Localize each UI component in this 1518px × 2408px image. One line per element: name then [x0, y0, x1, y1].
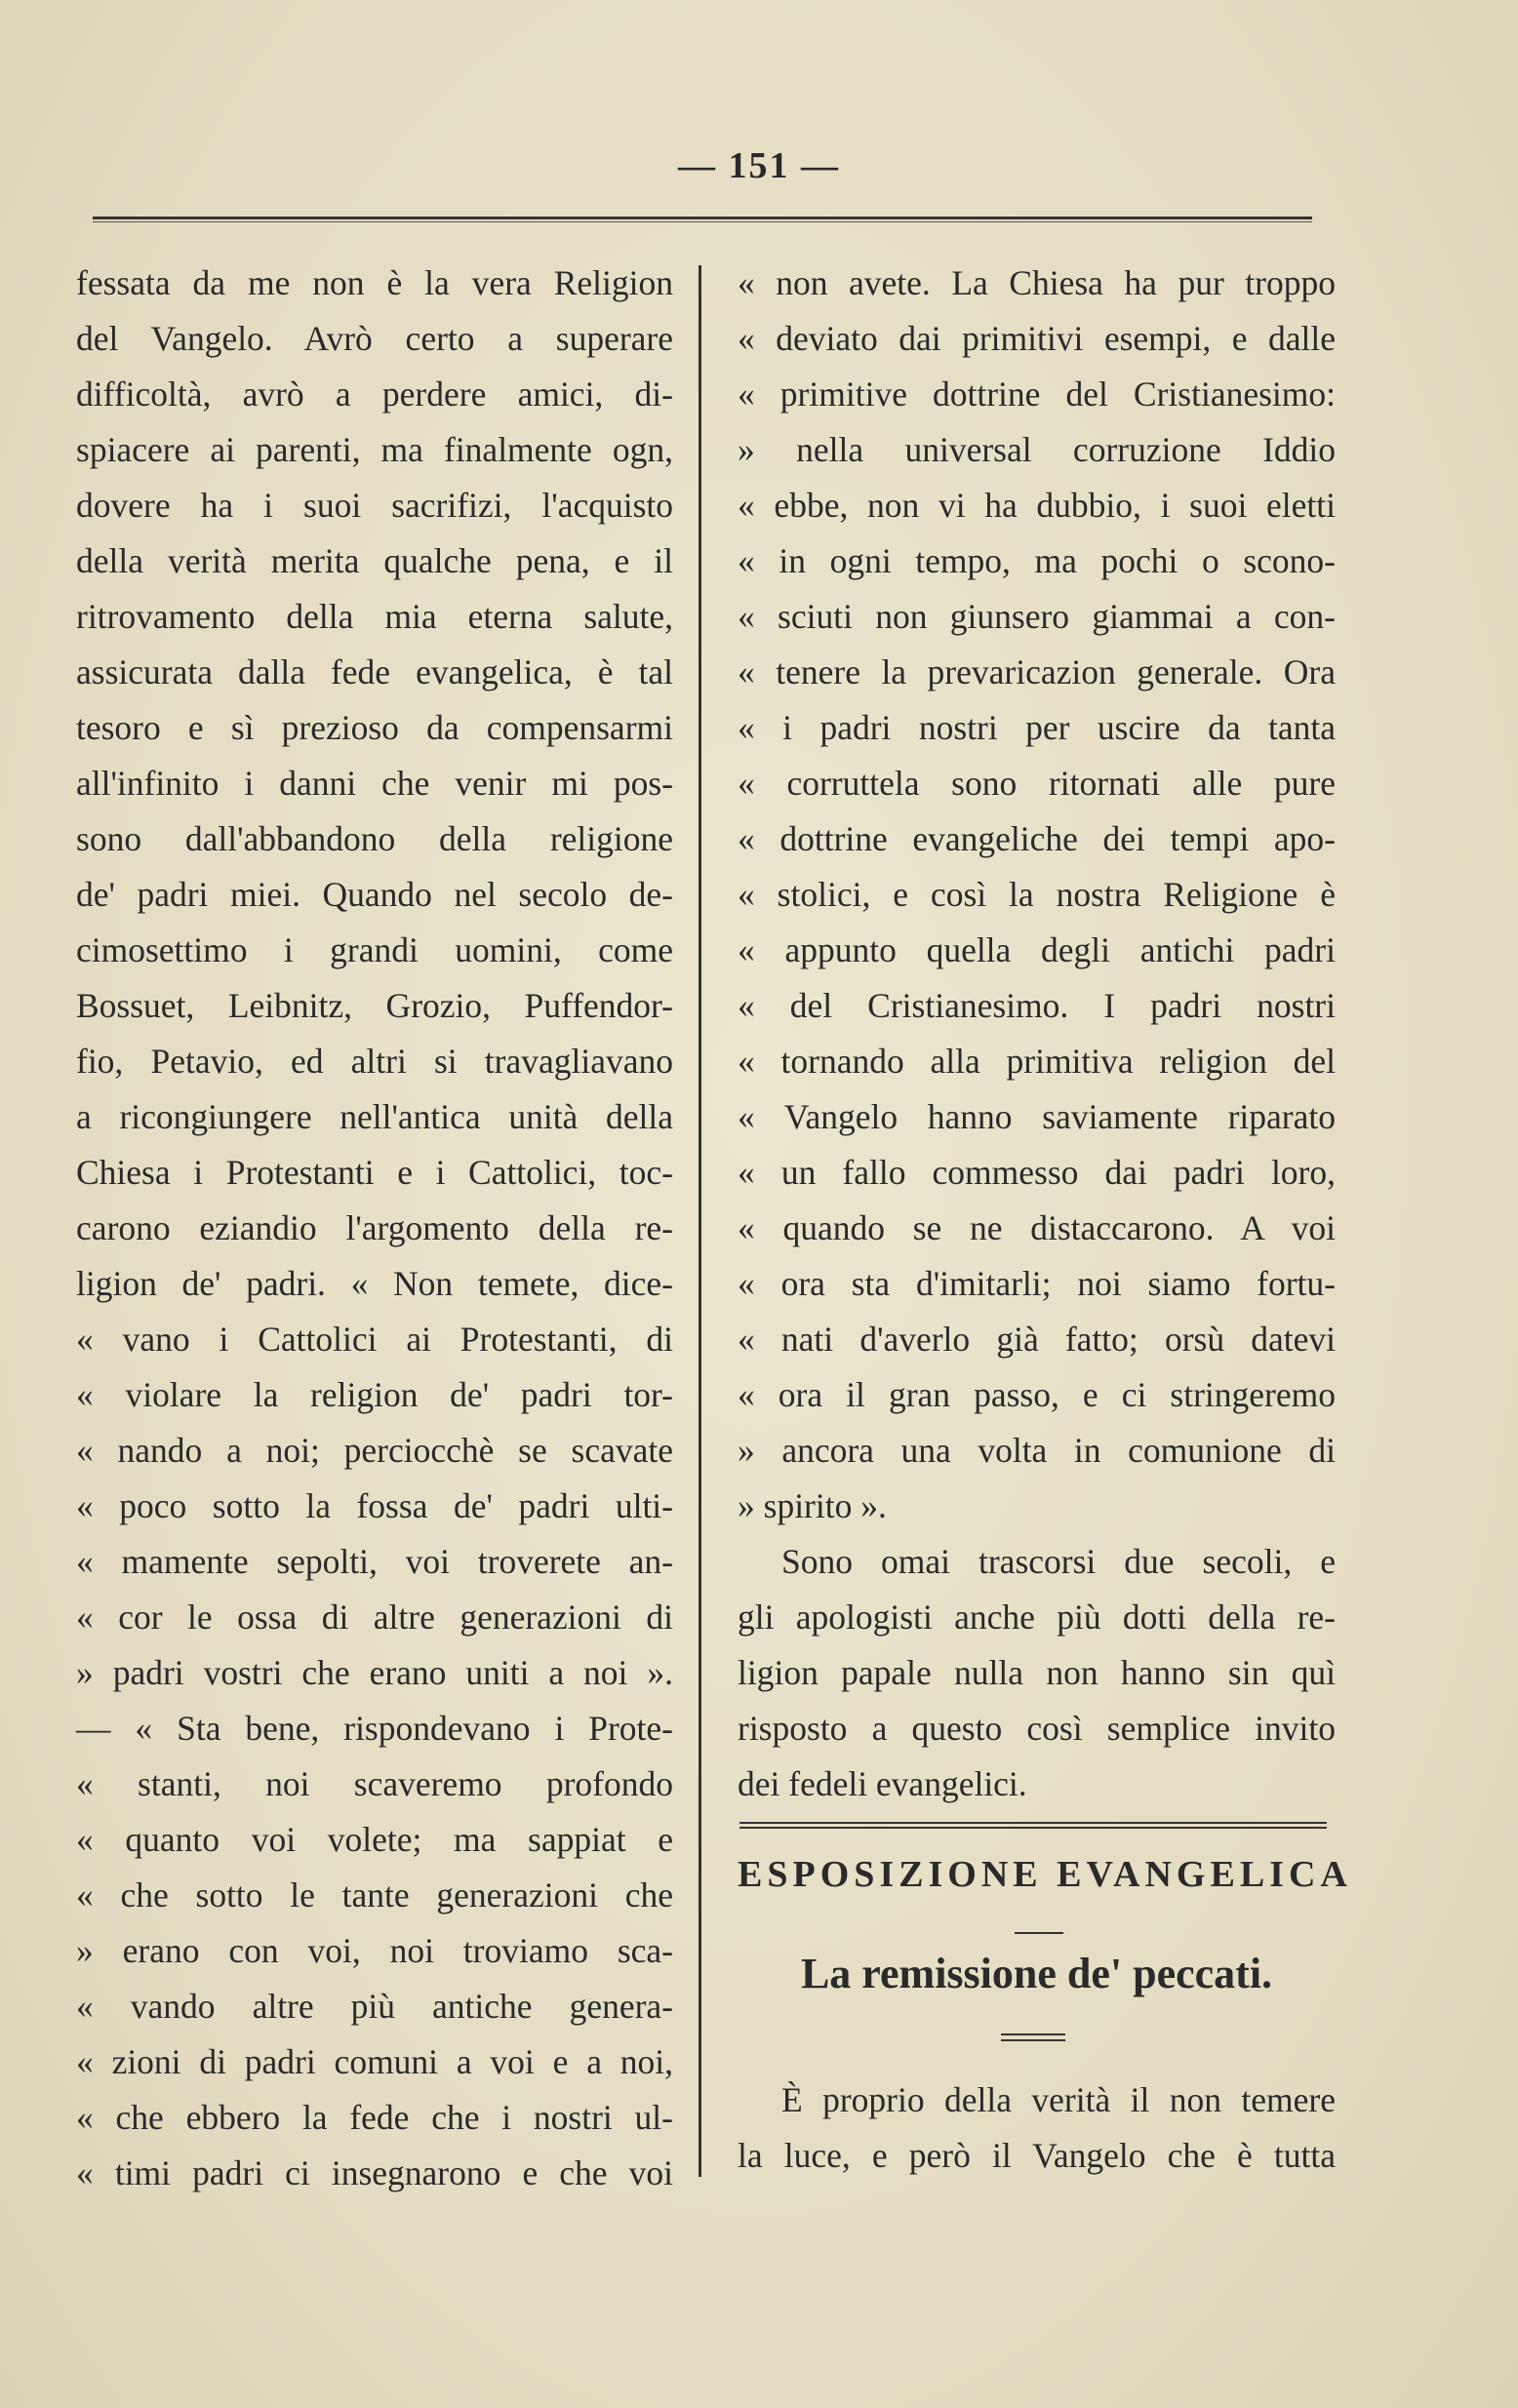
text-line: « violare la religion de' padri tor- [76, 1375, 673, 1414]
text-line: » padri vostri che erano uniti a noi ». [76, 1653, 673, 1692]
text-line: « primitive dottrine del Cristianesimo: [738, 375, 1336, 414]
text-line: fio, Petavio, ed altri si travagliavano [76, 1042, 673, 1081]
subtitle-double-rule [1001, 2033, 1065, 2041]
section-body [738, 2072, 1336, 2184]
section-heading: ESPOSIZIONE EVANGELICA [738, 1854, 1352, 1895]
text-line: « Vangelo hanno saviamente riparato [738, 1097, 1336, 1136]
text-line: « cor le ossa di altre generazioni di [76, 1598, 673, 1637]
text-line: « in ogni tempo, ma pochi o scono- [738, 541, 1336, 580]
text-line: « zioni di padri comuni a voi e a noi, [76, 2042, 673, 2081]
text-line: « nati d'averlo già fatto; orsù datevi [738, 1320, 1336, 1359]
text-line: all'infinito i danni che venir mi pos- [76, 764, 673, 803]
text-line: « vando altre più antiche genera- [76, 1987, 673, 2026]
text-line: « non avete. La Chiesa ha pur troppo [738, 263, 1336, 302]
text-line: Bossuet, Leibnitz, Grozio, Puffendor- [76, 986, 673, 1025]
text-line: » erano con voi, noi troviamo sca- [76, 1931, 673, 1970]
text-line: difficoltà, avrò a perdere amici, di- [76, 375, 673, 414]
text-line: « che ebbero la fede che i nostri ul- [76, 2098, 673, 2137]
text-line: dovere ha i suoi sacrifizi, l'acquisto [76, 486, 673, 525]
text-line: spiacere ai parenti, ma finalmente ogn, [76, 430, 673, 469]
paragraph-start-line: È proprio della verità il non temere [781, 2080, 1336, 2119]
text-line: carono eziandio l'argomento della re- [76, 1208, 673, 1247]
text-line: la luce, e però il Vangelo che è tutta [738, 2136, 1336, 2175]
text-line: assicurata dalla fede evangelica, è tal [76, 652, 673, 691]
text-line: « i padri nostri per uscire da tanta [738, 708, 1336, 747]
page-number: — 151 — [678, 145, 840, 186]
text-line: della verità merita qualche pena, e il [76, 541, 673, 580]
text-line: « quando se ne distaccarono. A voi [738, 1208, 1336, 1247]
text-line: « corruttela sono ritornati alle pure [738, 764, 1336, 803]
text-line: « mamente sepolti, voi troverete an- [76, 1542, 673, 1581]
text-line: « tornando alla primitiva religion del [738, 1042, 1336, 1081]
text-line: sono dall'abbandono della religione [76, 819, 673, 858]
text-line: « timi padri ci insegnarono e che voi [76, 2153, 673, 2192]
text-line: « quanto voi volete; ma sappiat e [76, 1820, 673, 1859]
text-line: ligion papale nulla non hanno sin quì [738, 1653, 1336, 1692]
text-line: « un fallo commesso dai padri loro, [738, 1153, 1336, 1192]
text-line: cimosettimo i grandi uomini, come [76, 930, 673, 969]
text-line: fessata da me non è la vera Religion [76, 263, 673, 302]
column-divider [699, 265, 701, 2177]
text-line: a ricongiungere nell'antica unità della [76, 1097, 673, 1136]
header-rule [93, 217, 1312, 222]
text-line: « ora il gran passo, e ci stringeremo [738, 1375, 1336, 1414]
text-line: Chiesa i Protestanti e i Cattolici, toc- [76, 1153, 673, 1192]
text-line: « ebbe, non vi ha dubbio, i suoi eletti [738, 486, 1336, 525]
text-line: ligion de' padri. « Non temete, dice- [76, 1264, 673, 1303]
text-line: gli apologisti anche più dotti della re- [738, 1598, 1336, 1637]
section-subtitle: La remissione de' peccati. [800, 1950, 1273, 1997]
text-line: « vano i Cattolici ai Protestanti, di [76, 1320, 673, 1359]
text-line: « deviato dai primitivi esempi, e dalle [738, 319, 1336, 358]
text-line: « sciuti non giunsero giammai a con- [738, 597, 1336, 636]
text-line: « poco sotto la fossa de' padri ulti- [76, 1486, 673, 1525]
text-line: « stanti, noi scaveremo profondo [76, 1764, 673, 1803]
text-line: » spirito ». [738, 1486, 887, 1525]
text-line: « del Cristianesimo. I padri nostri [738, 986, 1336, 1025]
text-line: « stolici, e così la nostra Religione è [738, 875, 1336, 914]
right-column [738, 256, 1336, 1812]
text-line: risposto a questo così semplice invito [738, 1709, 1336, 1748]
text-line: « dottrine evangeliche dei tempi apo- [738, 819, 1336, 858]
text-line: » ancora una volta in comunione di [738, 1431, 1336, 1470]
text-line: « appunto quella degli antichi padri [738, 930, 1336, 969]
text-line: — « Sta bene, rispondevano i Prote- [76, 1709, 673, 1748]
text-line: tesoro e sì prezioso da compensarmi [76, 708, 673, 747]
section-divider-rule [739, 1822, 1327, 1829]
heading-dash [1015, 1932, 1063, 1934]
text-line: dei fedeli evangelici. [738, 1764, 1027, 1803]
text-line: del Vangelo. Avrò certo a superare [76, 319, 673, 358]
text-line: ritrovamento della mia eterna salute, [76, 597, 673, 636]
left-column [76, 256, 673, 2201]
text-line: « tenere la prevaricazion generale. Ora [738, 652, 1336, 691]
text-line: « ora sta d'imitarli; noi siamo fortu- [738, 1264, 1336, 1303]
text-line: « che sotto le tante generazioni che [76, 1875, 673, 1915]
text-line: « nando a noi; perciocchè se scavate [76, 1431, 673, 1470]
paragraph-start-line: Sono omai trascorsi due secoli, e [781, 1542, 1336, 1581]
text-line: » nella universal corruzione Iddio [738, 430, 1336, 469]
text-line: de' padri miei. Quando nel secolo de- [76, 875, 673, 914]
